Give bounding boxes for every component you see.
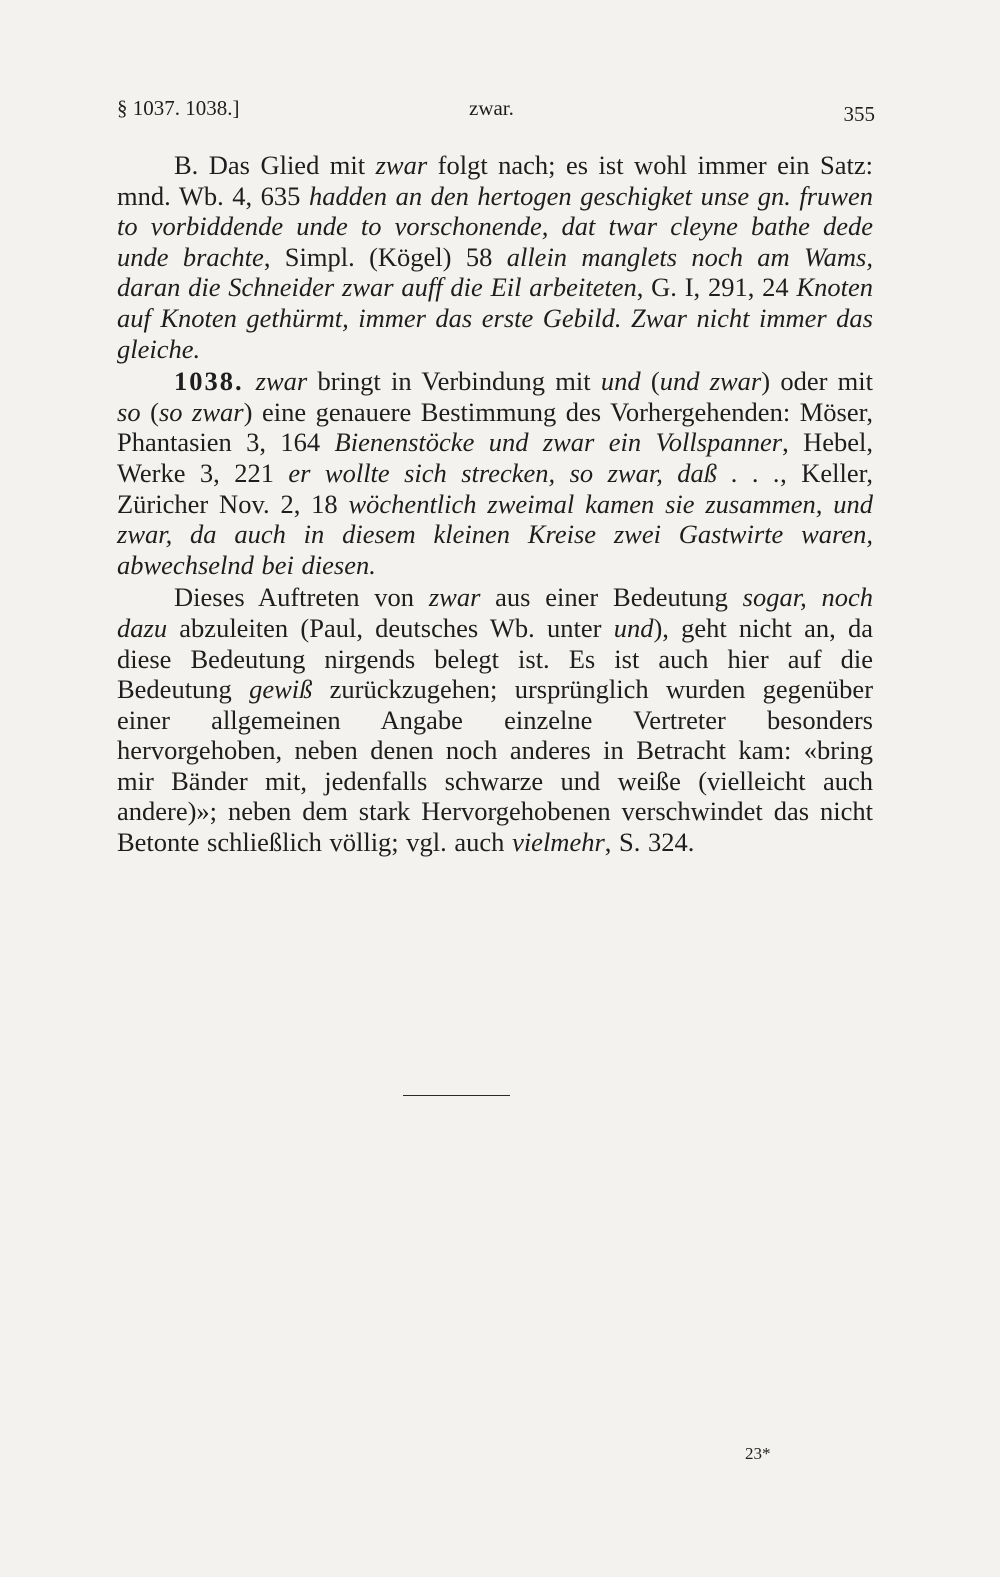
section-number: 1038. bbox=[174, 366, 244, 397]
signature-mark: 23* bbox=[745, 1444, 771, 1463]
text-run: ) oder mit bbox=[761, 366, 873, 397]
running-header bbox=[117, 96, 875, 132]
paragraph-1038 bbox=[117, 366, 873, 580]
italic-run: zwar bbox=[255, 366, 308, 397]
italic-run: zwar bbox=[375, 150, 428, 180]
text-run: abzuleiten (Paul, deutsches Wb. unter bbox=[167, 612, 614, 643]
italic-run: und zwar bbox=[659, 366, 762, 397]
paragraph-b bbox=[117, 150, 873, 364]
end-rule bbox=[403, 1095, 510, 1096]
italic-run: Bienenstöcke und zwar ein Vollspanner bbox=[334, 427, 783, 458]
body-text bbox=[117, 150, 873, 858]
text-run: ), geht nicht an, da diese Bedeutung nirgends belegt ist. Es ist auch hier auf die Bedeutung bbox=[117, 612, 873, 705]
italic-run: und bbox=[600, 366, 641, 397]
italic-run: sogar, noch dazu bbox=[117, 582, 873, 643]
text-run: Dieses Auftreten von bbox=[174, 582, 429, 613]
text-run: B. Das Glied mit bbox=[174, 150, 376, 180]
italic-run: hadden an den hertogen geschigket unse gn. fruwen to vorbiddende unde to vorschonende, dat twar cleyne bathe dede unde brachte bbox=[117, 180, 873, 272]
italic-run: vielmehr bbox=[512, 827, 605, 858]
text-run: , Hebel, Werke 3, 221 bbox=[117, 427, 874, 488]
text-run: , G. I, 291, 24 bbox=[636, 272, 797, 303]
italic-run: so zwar bbox=[158, 396, 244, 427]
italic-run: zwar bbox=[428, 582, 481, 613]
text-run: ) eine genauere Bestimmung des Vorhergehenden: Möser, Phantasien 3, 164 bbox=[117, 396, 873, 458]
text-run: , Keller, Züricher Nov. 2, 18 bbox=[117, 457, 874, 519]
paragraph-dieses bbox=[117, 582, 873, 857]
text-run: zurückzugehen; ursprünglich wurden gegenüber einer allgemeinen Angabe einzelne Vertreter besonders hervorgehoben, neben denen noch anderes in Betracht kam: «bring mir Bänder mit, jedenfalls schwarze und weiße (vielleicht auch andere)»; neben dem stark Hervorgehobenen verschwindet das nicht Betonte schließlich völlig; vgl. auch bbox=[117, 674, 874, 858]
text-run: ( bbox=[640, 366, 660, 397]
text-run: bringt in Verbindung mit bbox=[307, 366, 601, 397]
running-title: zwar. bbox=[469, 96, 514, 120]
italic-run: Knoten auf Knoten gethürmt, immer das erste Gebild. Zwar nicht immer das gleiche. bbox=[117, 272, 873, 364]
section-reference: § 1037. 1038.] bbox=[117, 96, 240, 120]
text-run: , Simpl. (Kögel) 58 bbox=[263, 241, 507, 272]
italic-run: und bbox=[613, 612, 654, 643]
text-run: aus einer Bedeutung bbox=[480, 582, 743, 613]
text-run: folgt nach; es ist wohl immer ein Satz: mnd. Wb. 4, 635 bbox=[117, 150, 873, 211]
text-run: , S. 324. bbox=[604, 827, 695, 858]
italic-run: er wollte sich strecken, so zwar, daß . . . bbox=[288, 457, 781, 488]
page-number: 355 bbox=[843, 102, 875, 126]
italic-run: allein manglets noch am Wams, daran die Schneider zwar auff die Eil arbeiteten bbox=[117, 241, 873, 303]
italic-run: wöchentlich zweimal kamen sie zusammen, und zwar, da auch in diesem kleinen Kreise zwei Gastwirte waren, abwechselnd bei diesen. bbox=[117, 488, 873, 580]
italic-run: gewiß bbox=[249, 674, 313, 705]
italic-run: so bbox=[117, 396, 141, 427]
text-run: ( bbox=[140, 396, 159, 427]
